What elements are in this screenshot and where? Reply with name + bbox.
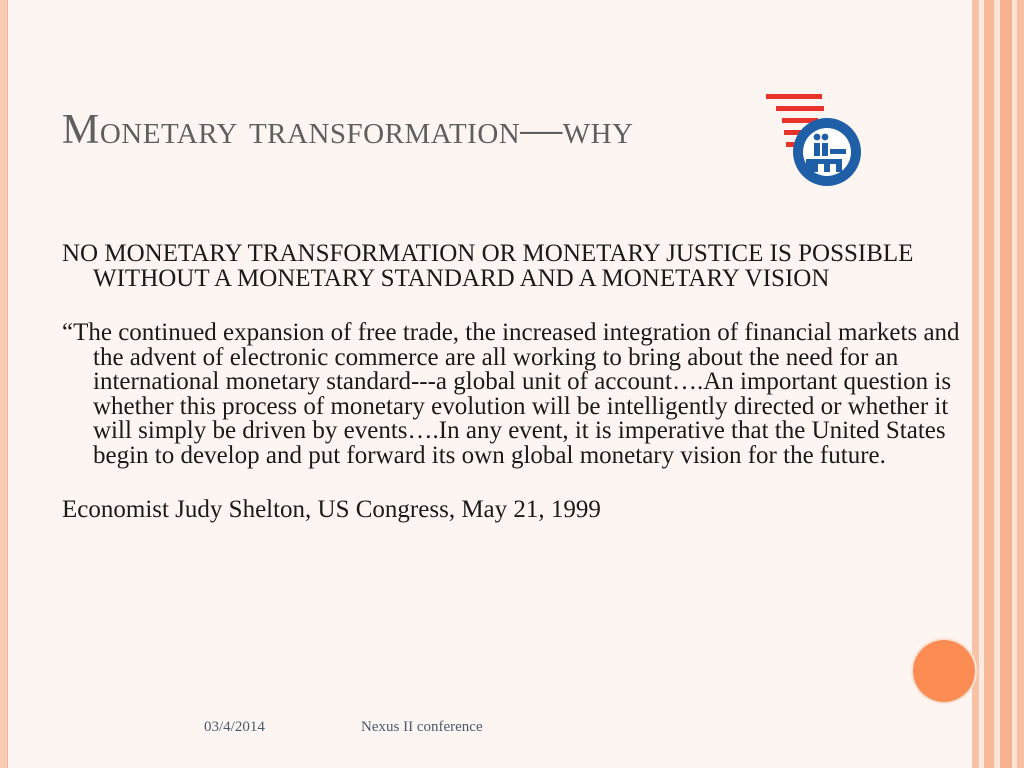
left-frame-border: [0, 0, 8, 768]
quote-attribution: Economist Judy Shelton, US Congress, May 21, 1999: [62, 496, 601, 523]
footer-date: 03/4/2014: [204, 719, 265, 735]
slide-title: Monetary transformation—why: [62, 107, 634, 153]
right-frame-border: [972, 0, 1024, 768]
heading-statement: NO MONETARY TRANSFORMATION OR MONETARY JUSTICE IS POSSIBLE WITHOUT A MONETARY STANDARD AND A MONETARY VISION: [62, 240, 914, 292]
footer-text: Nexus II conference: [361, 719, 483, 735]
decorative-orange-circle: [913, 640, 975, 702]
iimt-logo: [766, 92, 864, 188]
quote-paragraph: “The continued expansion of free trade, the increased integration of financial markets and the advent of electronic commerce are all working to bring about the need for an international monetary standard---a global unit of account….An important question is whether this process of monetary evolution will be intelligently directed or whether it will simply be driven by events….In any event, it is imperative that the United States begin to develop and put forward its own global monetary vision for the future.: [62, 319, 960, 469]
slide-body: [62, 242, 967, 553]
